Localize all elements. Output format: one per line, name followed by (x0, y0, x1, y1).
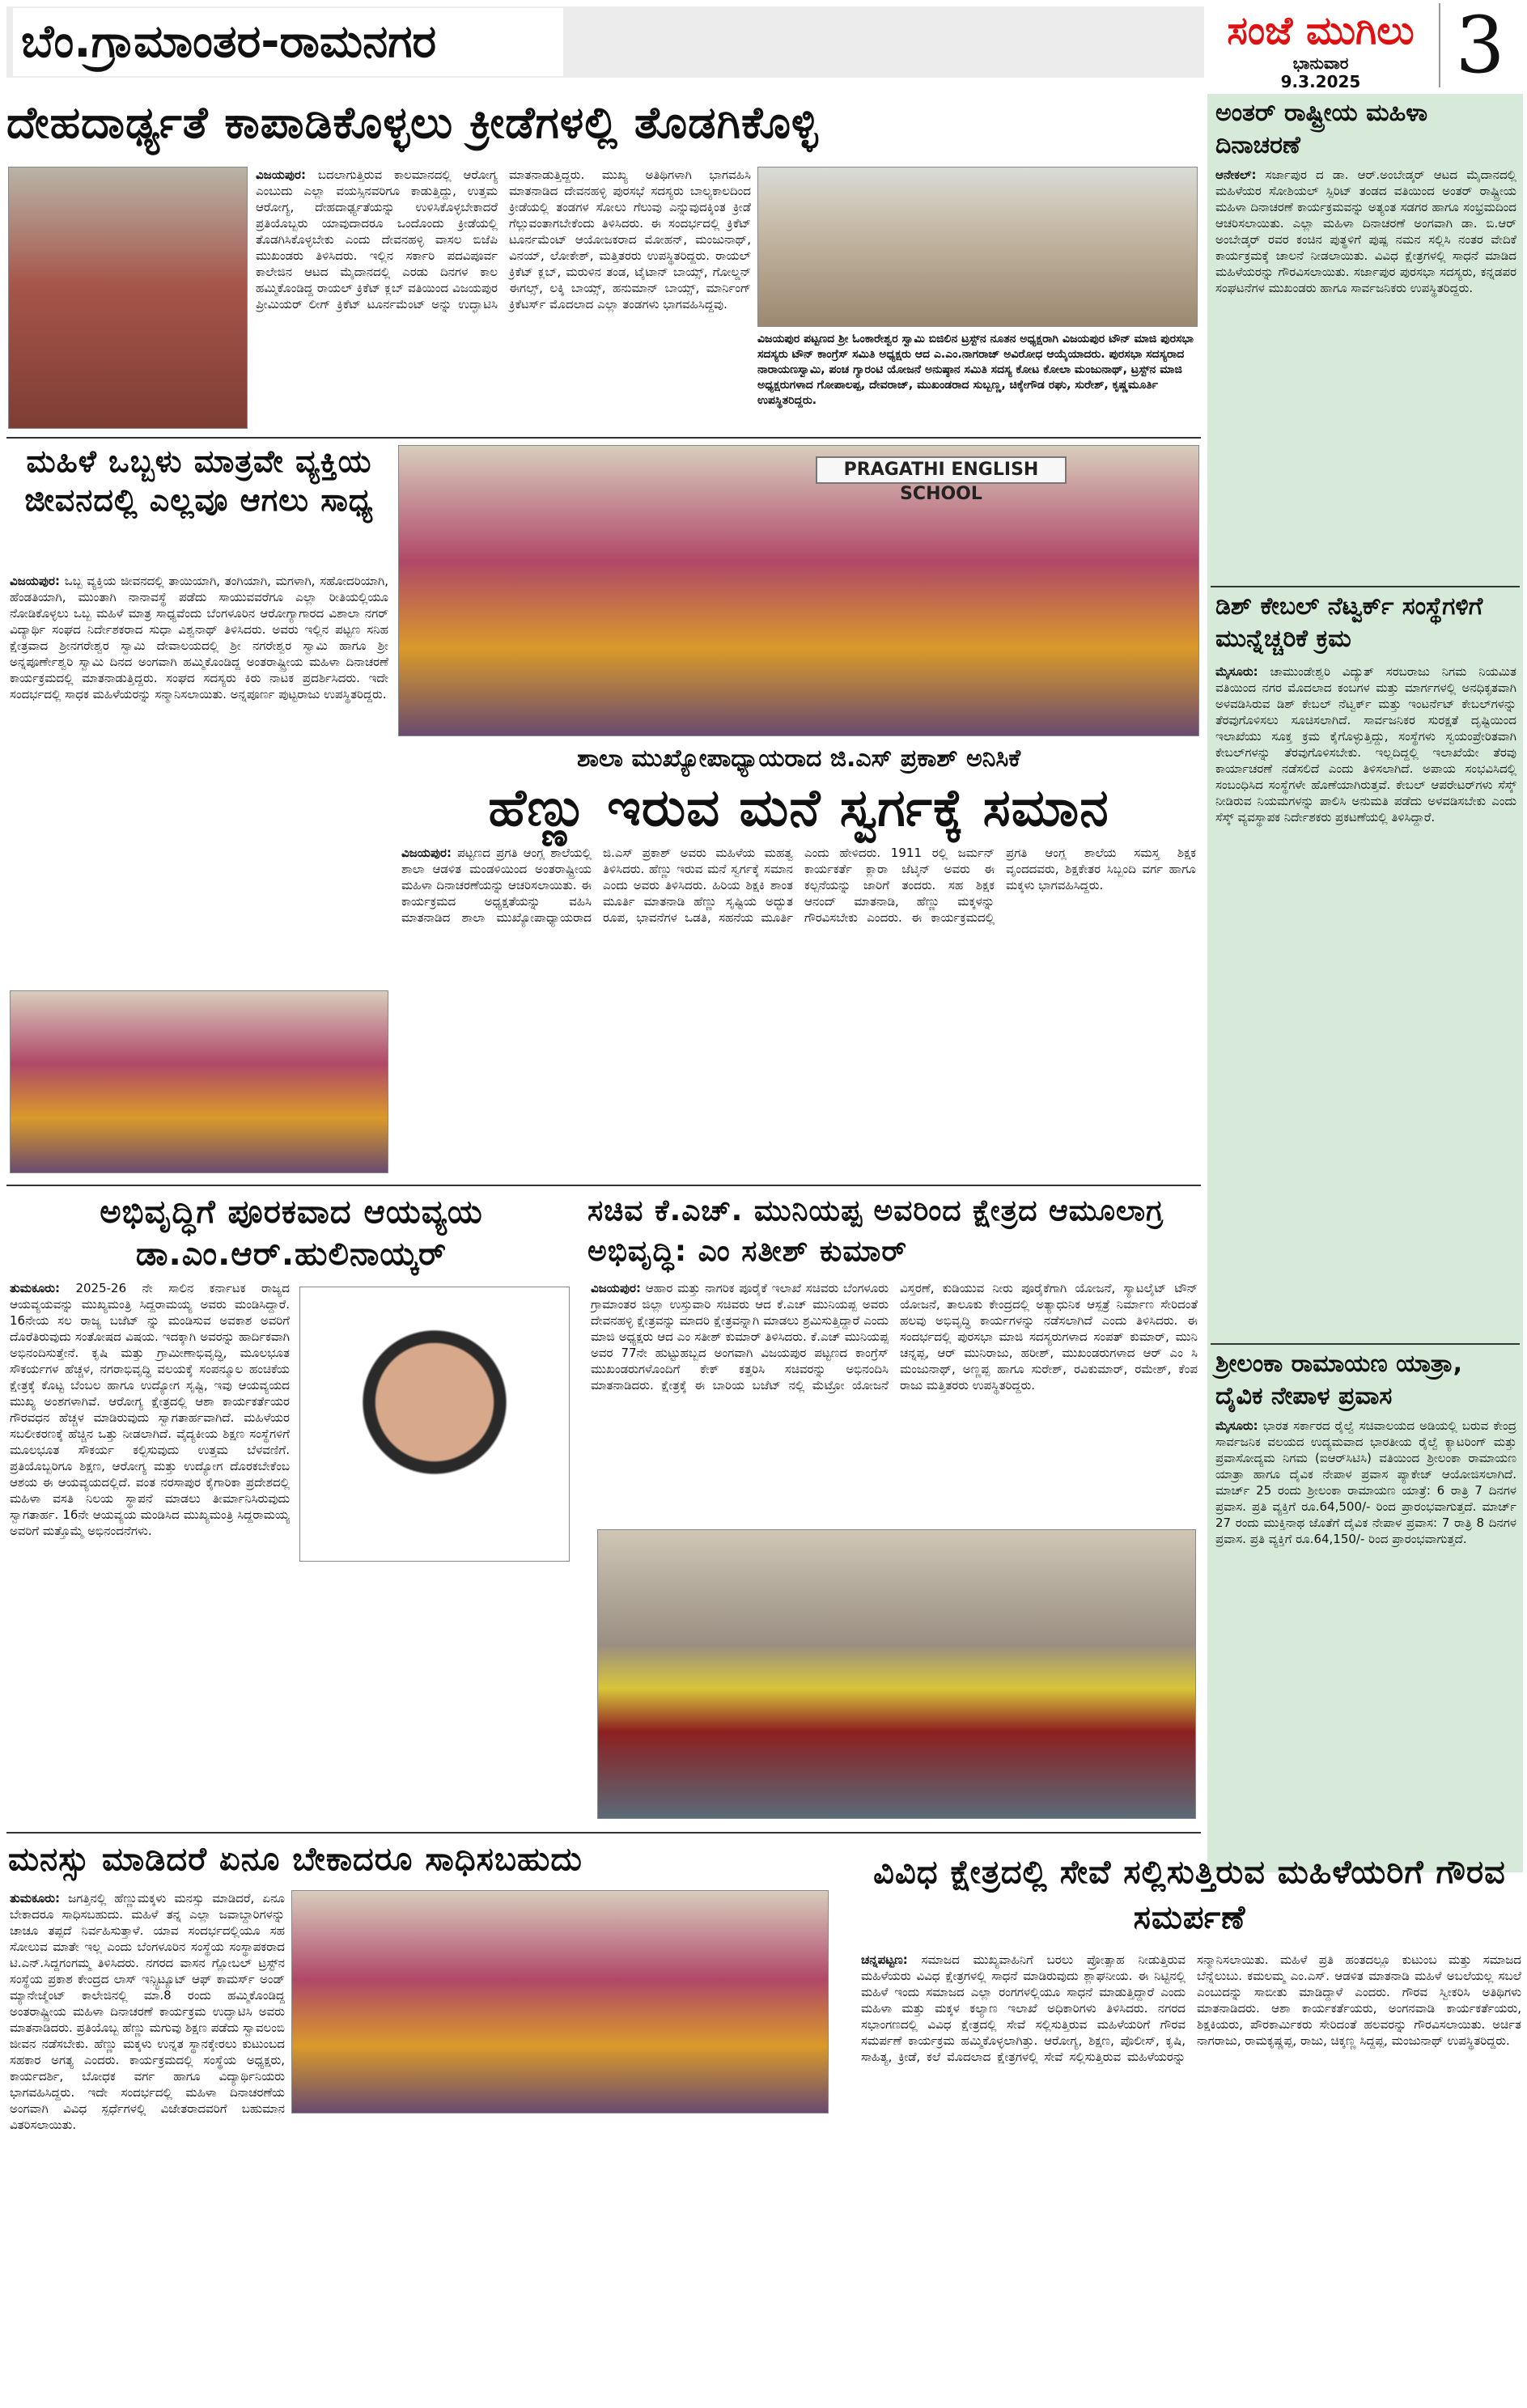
sidebar-a-headline: ಅಂತರ್ ರಾಷ್ಟ್ರೀಯ ಮಹಿಳಾ ದಿನಾಚರಣೆ (1215, 99, 1428, 159)
story3-body (401, 845, 1196, 1173)
story3-dateline: ವಿಜಯಪುರ: (401, 846, 452, 860)
section-label: ಬೆಂ.ಗ್ರಾಮಾಂತರ-ರಾಮನಗರ (13, 8, 563, 76)
story6-dateline: ತುಮಕೂರು: (10, 1891, 61, 1906)
story6-body (10, 1890, 285, 2400)
divider (6, 1185, 1201, 1186)
divider (6, 437, 1201, 439)
story3-headline: ಹೆಣ್ಣು ಇರುವ ಮನೆ ಸ್ವರ್ಗಕ್ಕೆ ಸಮಾನ (488, 778, 1109, 838)
sidebar-a-text: ಸರ್ಜಾಪುರ ದ ಡಾ. ಆರ್.ಅಂಬೇಡ್ಕರ್ ಆಟದ ಮೈದಾನದಲ್ಲಿ ಮಹಿಳೆಯರ ಸೋಶಿಯಲ್ ಸ್ಪಿರಿಟ್ ತಂಡದ ವತಿಯಿಂದ ಅಂತರ್ ರಾಷ್ಟ್ರೀಯ ಮಹಿಳಾ ದಿನಾಚರಣೆ ಕಾರ್ಯಕ್ರಮವನ್ನು ಅತ್ಯಂತ ಸಡಗರ ಹಾಗೂ ಸಂಭ್ರಮದಿಂದ ಆಚರಿಸಲಾಯಿತು. ಎಲ್ಲಾ ಮಹಿಳಾ ದಿನಾಚರಣೆ ಅಂಗವಾಗಿ ಡಾ. ಬಿ.ಆರ್ ಅಂಬೇಡ್ಕರ್ ರವರ ಕಂಚಿನ ಪುತ್ಥಳಿಗೆ ಪುಷ್ಪ ನಮನ ಸಲ್ಲಿಸಿ ನಂತರ ವೇದಿಕೆ ಕಾರ್ಯಕ್ರಮಕ್ಕೆ ಚಾಲನೆ ನೀಡಲಾಯಿತು. ವಿವಿಧ ಕ್ಷೇತ್ರಗಳಲ್ಲಿ ಸಾಧನೆ ಮಾಡಿದ ಮಹಿಳೆಯರನ್ನು ಗೌರವಿಸಲಾಯಿತು. ಸರ್ಜಾಪುರ ಪುರಸಭಾ ಸದಸ್ಯರು, ಕನ್ನಡಪರ ಸಂಘಟನೆಗಳ ಮುಖಂಡರು ಹಾಗೂ ಸಾರ್ವಜನಿಕರು ಉಪಸ್ಥಿತರಿದ್ದರು. (1215, 167, 1516, 295)
story1-dateline: ವಿಜಯಪುರ: (256, 167, 306, 182)
sidebar-b-text: ಚಾಮುಂಡೇಶ್ವರಿ ವಿದ್ಯುತ್ ಸರಬರಾಜು ನಿಗಮ ನಿಯಮಿತ ವತಿಯಿಂದ ನಗರ ಮೊದಲಾದ ಕಂಬಗಳ ಮತ್ತು ಮಾರ್ಗಗಳಲ್ಲಿ ಅನಧಿಕೃತವಾಗಿ ಅಳವಡಿಸಿರುವ ಡಿಶ್ ಕೇಬಲ್ ನೆಟ್ವರ್ಕ್ ಮತ್ತು ಇಂಟರ್ನೆಟ್ ಕೇಬಲ್‌ಗಳನ್ನು ತೆರವುಗೊಳಿಸಲು ಸೂಚಿಸಲಾಗಿದೆ. ಸಾರ್ವಜನಿಕರ ಸುರಕ್ಷತೆ ದೃಷ್ಟಿಯಿಂದ ಇಲಾಖೆಯು ಸೂಕ್ತ ಕ್ರಮ ಕೈಗೊಳ್ಳುತ್ತಿದ್ದು, ಸಂಸ್ಥೆಗಳು ಸ್ವಯಂಪ್ರೇರಿತವಾಗಿ ಕೇಬಲ್‌ಗಳನ್ನು ತೆರವುಗೊಳಿಸಬೇಕು. ಇಲ್ಲದಿದ್ದಲ್ಲಿ ಇಲಾಖೆಯೇ ತೆರವು ಕಾರ್ಯಾಚರಣೆ ನಡೆಸಲಿದೆ ಎಂದು ತಿಳಿಸಲಾಗಿದೆ. ಅಪಾಯ ಸಂಭವಿಸಿದಲ್ಲಿ ಸಂಬಂಧಿಸಿದ ಸಂಸ್ಥೆಗಳೇ ಹೊಣೆಯಾಗಿರುತ್ತವೆ. ಕೇಬಲ್ ಆಪರೇಟರ್‌ಗಳು ಸೆಸ್ಕ್ ನೀಡಿರುವ ನಿಯಮಗಳನ್ನು ಪಾಲಿಸಿ ಅನುಮತಿ ಪಡೆದು ಅಳವಡಿಸಬೇಕು ಎಂದು ಸೆಸ್ಕ್ ವ್ಯವಸ್ಥಾಪಕ ನಿರ್ದೇಶಕರು ಪ್ರಕಟಣೆಯಲ್ಲಿ ತಿಳಿಸಿದ್ದಾರೆ. (1215, 664, 1516, 825)
sidebar-b-body (1215, 663, 1516, 1335)
story4-dateline: ತುಮಕೂರು: (10, 1281, 61, 1295)
sidebar-c-body (1215, 1418, 1516, 1863)
story2-body (10, 573, 388, 984)
masthead-logo: ಸಂಜೆ ಮುಗಿಲು (1227, 8, 1415, 53)
story7-text: ಸಮಾಜದ ಮುಖ್ಯವಾಹಿನಿಗೆ ಬರಲು ಪ್ರೋತ್ಸಾಹ ನೀಡುತ್ತಿರುವ ಮಹಿಳೆಯರು ವಿವಿಧ ಕ್ಷೇತ್ರಗಳಲ್ಲಿ ಸಾಧನೆ ಮಾಡಿರುವುದು ಶ್ಲಾಘನೀಯ. ಈ ನಿಟ್ಟಿನಲ್ಲಿ ಮಹಿಳೆ ಇಂದು ಸಮಾಜದ ಎಲ್ಲಾ ರಂಗಗಳಲ್ಲಿಯೂ ಸಾಧನೆ ಮಾಡುತ್ತಿದ್ದಾರೆ ಎಂದು ಮಹಿಳಾ ಮತ್ತು ಮಕ್ಕಳ ಕಲ್ಯಾಣ ಇಲಾಖೆ ಅಧಿಕಾರಿಗಳು ತಿಳಿಸಿದರು. ನಗರದ ಸಭಾಂಗಣದಲ್ಲಿ ವಿವಿಧ ಕ್ಷೇತ್ರದಲ್ಲಿ ಸೇವೆ ಸಲ್ಲಿಸುತ್ತಿರುವ ಮಹಿಳೆಯರಿಗೆ ಗೌರವ ಸಮರ್ಪಣೆ ಕಾರ್ಯಕ್ರಮ ಹಮ್ಮಿಕೊಳ್ಳಲಾಗಿತ್ತು. ಆರೋಗ್ಯ, ಶಿಕ್ಷಣ, ಪೊಲೀಸ್, ಕೃಷಿ, ಸಾಹಿತ್ಯ, ಕ್ರೀಡೆ, ಕಲೆ ಮೊದಲಾದ ಕ್ಷೇತ್ರಗಳಲ್ಲಿ ಸೇವೆ ಸಲ್ಲಿಸುತ್ತಿರುವ ಮಹಿಳೆಯರನ್ನು ಸನ್ಮಾನಿಸಲಾಯಿತು. ಮಹಿಳೆ ಪ್ರತಿ ಹಂತದಲ್ಲೂ ಕುಟುಂಬ ಮತ್ತು ಸಮಾಜದ ಬೆನ್ನೆಲುಬು. ಕಮಲಮ್ಮ ಎಂ.ಎಸ್. ಆಡಳಿತ ಮಾತನಾಡಿ ಮಹಿಳೆ ಅಬಲೆಯಲ್ಲ ಸಬಲೆ ಎಂಬುದನ್ನು ಸಾಬೀತು ಮಾಡಿದ್ದಾಳೆ ಎಂದರು. ಗೌರವ ಸ್ವೀಕರಿಸಿ ಅತಿಥಿಗಳು ಮಾತನಾಡಿದರು. ಆಶಾ ಕಾರ್ಯಕರ್ತೆಯರು, ಅಂಗನವಾಡಿ ಕಾರ್ಯಕರ್ತೆಯರು, ಶಿಕ್ಷಕಿಯರು, ಪೌರಕಾರ್ಮಿಕರು ಸೇರಿದಂತೆ ಹಲವರನ್ನು ಗೌರವಿಸಲಾಯಿತು. ಅರ್ಚಿತ ನಾಗರಾಜು, ರಾಮಕೃಷ್ಣಪ್ಪ, ರಾಜು, ಚಿಕ್ಕಣ್ಣ ಸಿದ್ದಪ್ಪ, ಮಂಜುನಾಥ್ ಉಪಸ್ಥಿತರಿದ್ದರು. (861, 1952, 1521, 2064)
story7-body (861, 1952, 1521, 2402)
story4-body-left (10, 1280, 290, 1822)
story5-dateline: ವಿಜಯಪುರ: (591, 1281, 641, 1295)
minister-birthday-photo (597, 1529, 1196, 1819)
divider (1211, 1343, 1520, 1345)
sidebar-b-dateline: ಮೈಸೂರು: (1215, 664, 1258, 679)
cricket-team-photo (8, 167, 248, 429)
trust-president-photo (757, 167, 1198, 327)
issue-date: 9.3.2025 (1280, 72, 1361, 91)
women-group-photo (10, 990, 388, 1173)
hulinaykar-portrait (299, 1287, 570, 1562)
story1-headline: ದೇಹದಾರ್ಢ್ಯತೆ ಕಾಪಾಡಿಕೊಳ್ಳಲು ಕ್ರೀಡೆಗಳಲ್ಲಿ ತೊಡಗಿಕೊಳ್ಳಿ (6, 97, 819, 148)
story5-text: ಆಹಾರ ಮತ್ತು ನಾಗರಿಕ ಪೂರೈಕೆ ಇಲಾಖೆ ಸಚಿವರು ಬೆಂಗಳೂರು ಗ್ರಾಮಾಂತರ ಜಿಲ್ಲಾ ಉಸ್ತುವಾರಿ ಸಚಿವರು ಆದ ಕೆ.ಎಚ್ ಮುನಿಯಪ್ಪ ಅವರು ದೇವನಹಳ್ಳಿ ಕ್ಷೇತ್ರವನ್ನು ಮಾದರಿ ಕ್ಷೇತ್ರವನ್ನಾಗಿ ಮಾಡಲು ಶ್ರಮಿಸುತ್ತಿದ್ದಾರೆ ಎಂದು ಮಾಜಿ ಅಧ್ಯಕ್ಷರು ಆದ ಎಂ ಸತೀಶ್ ಕುಮಾರ್ ತಿಳಿಸಿದರು. ಕೆ.ಎಚ್ ಮುನಿಯಪ್ಪ ಅವರ 77ನೇ ಹುಟ್ಟುಹಬ್ಬದ ಅಂಗವಾಗಿ ವಿಜಯಪುರ ಪಟ್ಟಣದ ಕಾಂಗ್ರೆಸ್ ಮುಖಂಡರುಗಳೊಂದಿಗೆ ಕೇಕ್ ಕತ್ತರಿಸಿ ಸಚಿವರನ್ನು ಅಭಿನಂದಿಸಿ ಮಾತನಾಡಿದರು. ಕ್ಷೇತ್ರಕ್ಕೆ ಈ ಬಾರಿಯ ಬಜೆಟ್ ನಲ್ಲಿ ಮೆಟ್ರೋ ಯೋಜನೆ ವಿಸ್ತರಣೆ, ಕುಡಿಯುವ ನೀರು ಪೂರೈಕೆಗಾಗಿ ಯೋಜನೆ, ಸ್ಯಾಟಲೈಟ್ ಟೌನ್ ಯೋಜನೆ, ತಾಲೂಕು ಕೇಂದ್ರದಲ್ಲಿ ಅತ್ಯಾಧುನಿಕ ಆಸ್ಪತ್ರೆ ನಿರ್ಮಾಣ ಸೇರಿದಂತೆ ಹಲವು ಅಭಿವೃದ್ಧಿ ಕಾರ್ಯಗಳನ್ನು ನಡೆಸಲಾಗಿದೆ ಎಂದು ತಿಳಿಸಿದರು. ಈ ಸಂದರ್ಭದಲ್ಲಿ ಪುರಸಭಾ ಮಾಜಿ ಸದಸ್ಯರುಗಳಾದ ಸಂಪತ್ ಕುಮಾರ್, ಮುನಿ ಚನ್ನಪ್ಪ, ಆರ್ ಮುನಿರಾಜು, ಹರೀಶ್, ಮುಖಂಡರುಗಳಾದ ಆರ್ ಎಂ ಸಿ ಮಂಜುನಾಥ್, ಅಣ್ಣಪ್ಪ ಹಾಗೂ ಸುರೇಶ್, ರವಿಕುಮಾರ್, ರಮೇಶ್, ಕೆಂಪ ರಾಜು ಮತ್ತಿತರರು ಉಪಸ್ಥಿತರಿದ್ದರು. (591, 1281, 1198, 1393)
school-sign: PRAGATHI ENGLISH SCHOOL (816, 456, 1067, 484)
sidebar-c-text: ಭಾರತ ಸರ್ಕಾರದ ರೈಲ್ವೆ ಸಚಿವಾಲಯದ ಅಡಿಯಲ್ಲಿ ಬರುವ ಕೇಂದ್ರ ಸಾರ್ವಜನಿಕ ವಲಯದ ಉದ್ಯಮವಾದ ಭಾರತೀಯ ರೈಲ್ವೆ ಕ್ಯಾಟರಿಂಗ್ ಮತ್ತು ಪ್ರವಾಸೋದ್ಯಮ ನಿಗಮ (ಐಆರ್‌ಸಿಟಿಸಿ) ವತಿಯಿಂದ ಶ್ರೀಲಂಕಾ ರಾಮಾಯಣ ಯಾತ್ರಾ ಹಾಗೂ ದೈವಿಕ ನೇಪಾಳ ಪ್ರವಾಸ ಪ್ಯಾಕೇಜ್ ಆಯೋಜಿಸಲಾಗಿದೆ. ಮಾರ್ಚ್ 25 ರಂದು ಶ್ರೀಲಂಕಾ ರಾಮಾಯಣ ಯಾತ್ರೆ: 6 ರಾತ್ರಿ 7 ದಿನಗಳ ಪ್ರವಾಸ. ಪ್ರತಿ ವ್ಯಕ್ತಿಗೆ ರೂ.64,500/- ರಿಂದ ಪ್ರಾರಂಭವಾಗುತ್ತದೆ. ಮಾರ್ಚ್ 27 ರಂದು ಮುಕ್ತಿನಾಥ ಜೊತೆಗೆ ದೈವಿಕ ನೇಪಾಳ ಪ್ರವಾಸ: 7 ರಾತ್ರಿ 8 ದಿನಗಳ ಪ್ರವಾಸ. ಪ್ರತಿ ವ್ಯಕ್ತಿಗೆ ರೂ.64,150/- ರಿಂದ ಪ್ರಾರಂಭವಾಗುತ್ತದೆ. (1215, 1418, 1516, 1546)
divider (6, 1832, 1201, 1834)
story5-headline: ಸಚಿವ ಕೆ.ಎಚ್. ಮುನಿಯಪ್ಪ ಅವರಿಂದ ಕ್ಷೇತ್ರದ ಆಮೂಲಾಗ್ರ ಅಭಿವೃದ್ಧಿ: ಎಂ ಸತೀಶ್ ಕುಮಾರ್ (587, 1194, 1164, 1268)
story4-headline: ಅಭಿವೃದ್ಧಿಗೆ ಪೂರಕವಾದ ಆಯವ್ಯಯ ಡಾ.ಎಂ.ಆರ್.ಹುಲಿನಾಯ್ಕರ್ (100, 1193, 483, 1273)
story1-photo-caption: ವಿಜಯಪುರ ಪಟ್ಟಣದ ಶ್ರೀ ಓಂಕಾರೇಶ್ವರ ಸ್ವಾಮಿ ಬಿಜಿಲಿನ ಟ್ರಸ್ಟ್‌ನ ನೂತನ ಅಧ್ಯಕ್ಷರಾಗಿ ವಿಜಯಪುರ ಟೌನ್ ಮಾಜಿ ಪುರಸಭಾ ಸದಸ್ಯರು ಟೌನ್ ಕಾಂಗ್ರೆಸ್ ಸಮಿತಿ ಅಧ್ಯಕ್ಷರು ಆದ ಎ.ಎಂ.ನಾಗರಾಜ್ ಅವಿರೋಧ ಆಯ್ಕೆಯಾದರು. ಪುರಸಭಾ ಸದಸ್ಯರಾದ ನಾರಾಯಣಸ್ವಾಮಿ, ಪಂಚ ಗ್ಯಾರಂಟಿ ಯೋಜನೆ ಅನುಷ್ಠಾನ ಸಮಿತಿ ಸದಸ್ಯ ಕೋಟ ಕೋಲಾ ಮಂಜುನಾಥ್, ಟ್ರಸ್ಟ್‌ನ ಮಾಜಿ ಅಧ್ಯಕ್ಷರುಗಳಾದ ಗೋಪಾಲಪ್ಪ, ದೇವರಾಜ್, ಮುಖಂಡರಾದ ಸುಬ್ಬಣ್ಣ, ಚಿಕ್ಕೇಗೌಡ ರಘು, ಸುರೇಶ್, ಕೃಷ್ಣಮೂರ್ತಿ ಉಪಸ್ಥಿತರಿದ್ದರು. (757, 333, 1194, 407)
story2-headline: ಮಹಿಳೆ ಒಬ್ಬಳು ಮಾತ್ರವೇ ವ್ಯಕ್ತಿಯ ಜೀವನದಲ್ಲಿ ಎಲ್ಲವೂ ಆಗಲು ಸಾಧ್ಯ (24, 443, 374, 518)
story2-text: ಒಬ್ಬ ವ್ಯಕ್ತಿಯ ಜೀವನದಲ್ಲಿ ತಾಯಿಯಾಗಿ, ತಂಗಿಯಾಗಿ, ಮಗಳಾಗಿ, ಸಹೋದರಿಯಾಗಿ, ಹೆಂಡತಿಯಾಗಿ, ಮುಂತಾಗಿ ನಾನಾವಸ್ಥೆ ಪಡೆದು ಸಾಯುವವರೆಗೂ ಎಲ್ಲಾ ರೀತಿಯಲ್ಲಿಯೂ ನೋಡಿಕೊಳ್ಳಲು ಒಬ್ಬ ಮಹಿಳೆ ಮಾತ್ರ ಸಾಧ್ಯವೆಂದು ಬೆಂಗಳೂರಿನ ಆರೋಗ್ಯಾಗಾರದ ವಿಶಾಲಾ ನಗರ್ ವಿದ್ಯಾರ್ಥಿ ಸಂಘದ ನಿರ್ದೇಶಕರಾದ ಸುಧಾ ವಿಶ್ವನಾಥ್ ತಿಳಿಸಿದರು. ಅವರು ಇಲ್ಲಿನ ಪಟ್ಟಣ ಸನಿಹ ಕ್ಷೇತ್ರವಾದ ಶ್ರೀನಗರೇಶ್ವರ ಸ್ವಾಮಿ ದೇವಾಲಯದಲ್ಲಿ ಶ್ರೀ ನಗರೇಶ್ವರ ಸ್ವಾಮಿ ಹಾಗೂ ಶ್ರೀ ಅನ್ನಪೂರ್ಣೇಶ್ವರಿ ಸ್ವಾಮಿ ದಿನದ ಅಂಗವಾಗಿ ಹಮ್ಮಿಕೊಂಡಿದ್ದ ಅಂತರಾಷ್ಟ್ರೀಯ ಮಹಿಳಾ ದಿನಾಚರಣೆ ಕಾರ್ಯಕ್ರಮದಲ್ಲಿ ಮಾತನಾಡುತ್ತಿದ್ದರು. ಸಂಘದ ಸದಸ್ಯರು ಕಿರು ನಾಟಕ ಪ್ರದರ್ಶಿಸಿದರು. ಇದೇ ಸಂದರ್ಭದಲ್ಲಿ ಸಾಧಕ ಮಹಿಳೆಯರನ್ನು ಸನ್ಮಾನಿಸಲಾಯಿತು. ಅನ್ನಪೂರ್ಣ ಪುಟ್ಟರಾಜು ಉಪಸ್ಥಿತರಿದ್ದರು. (10, 574, 388, 702)
sidebar-a-body (1215, 167, 1516, 579)
story3-kicker: ಶಾಲಾ ಮುಖ್ಯೋಪಾಧ್ಯಾಯರಾದ ಜಿ.ಎಸ್ ಪ್ರಕಾಶ್ ಅನಿಸಿಕೆ (576, 744, 1021, 773)
story6-text: ಜಗತ್ತಿನಲ್ಲಿ ಹೆಣ್ಣುಮಕ್ಕಳು ಮನಸ್ಸು ಮಾಡಿದರೆ, ಏನೂ ಬೇಕಾದರೂ ಸಾಧಿಸಬಹುದು. ಮಹಿಳೆ ತನ್ನ ಎಲ್ಲಾ ಜವಾಬ್ದಾರಿಗಳನ್ನು ಚಾಚೂ ತಪ್ಪದೆ ನಿರ್ವಹಿಸುತ್ತಾಳೆ. ಯಾವ ಸಂದರ್ಭದಲ್ಲಿಯೂ ಸಹ ಸೋಲುವ ಮಾತೇ ಇಲ್ಲ ಎಂದು ಬೆಂಗಳೂರಿನ ಸಂಸ್ಥೆಯ ಸಂಸ್ಥಾಪಕರಾದ ಟಿ.ಎನ್.ಸಿದ್ದಗಂಗಮ್ಮ ತಿಳಿಸಿದರು. ನಗರದ ವಾಸನ ಗ್ಲೋಬಲ್ ಟ್ರಸ್ಟ್‌ನ ಸಂಸ್ಥೆಯ ಪ್ರಕಾಶ ಕೇಂದ್ರದ ಲಾಸ್ ಇನ್ಸ್ಟಿಟ್ಯೂಟ್ ಆಫ್ ಕಾಮರ್ಸ್ ಅಂಡ್ ಮ್ಯಾನೇಜ್ಮೆಂಟ್ ಕಾಲೇಜಿನಲ್ಲಿ ಮಾ.8 ರಂದು ಹಮ್ಮಿಕೊಂಡಿದ್ದ ಅಂತರಾಷ್ಟ್ರೀಯ ಮಹಿಳಾ ದಿನಾಚರಣೆ ಕಾರ್ಯಕ್ರಮ ಉದ್ಘಾಟಿಸಿ ಅವರು ಮಾತನಾಡಿದರು. ಪ್ರತಿಯೊಬ್ಬ ಹೆಣ್ಣು ಮಗುವು ಶಿಕ್ಷಣ ಪಡೆದು ಸ್ವಾವಲಂಬಿ ಜೀವನ ನಡೆಸಬೇಕು. ಹೆಣ್ಣು ಮಕ್ಕಳು ಉನ್ನತ ಸ್ಥಾನಕ್ಕೇರಲು ಕುಟುಂಬದ ಸಹಕಾರ ಅಗತ್ಯ ಎಂದರು. ಕಾರ್ಯಕ್ರಮದಲ್ಲಿ ಸಂಸ್ಥೆಯ ಅಧ್ಯಕ್ಷರು, ಕಾರ್ಯದರ್ಶಿ, ಬೋಧಕ ವರ್ಗ ಹಾಗೂ ವಿದ್ಯಾರ್ಥಿನಿಯರು ಭಾಗವಹಿಸಿದ್ದರು. ಇದೇ ಸಂದರ್ಭದಲ್ಲಿ ಮಹಿಳಾ ದಿನಾಚರಣೆಯ ಅಂಗವಾಗಿ ವಿವಿಧ ಸ್ಪರ್ಧೆಗಳಲ್ಲಿ ವಿಜೇತರಾದವರಿಗೆ ಬಹುಮಾನ ವಿತರಿಸಲಾಯಿತು. (10, 1891, 285, 2132)
sidebar-c-headline: ಶ್ರೀಲಂಕಾ ರಾಮಾಯಣ ಯಾತ್ರಾ, ದೈವಿಕ ನೇಪಾಳ ಪ್ರವಾಸ (1215, 1350, 1463, 1410)
story1-text: ಬದಲಾಗುತ್ತಿರುವ ಕಾಲಮಾನದಲ್ಲಿ ಆರೋಗ್ಯ ಎಂಬುದು ಎಲ್ಲಾ ವಯಸ್ಸಿನವರಿಗೂ ಕಾಡುತ್ತಿದ್ದು, ಉತ್ತಮ ಆರೋಗ್ಯ, ದೇಹದಾರ್ಢ್ಯತೆಯನ್ನು ಉಳಿಸಿಕೊಳ್ಳಬೇಕಾದರೆ ಪ್ರತಿಯೊಬ್ಬರು ಯಾವುದಾದರೂ ಒಂದೊಂದು ಕ್ರೀಡೆಯಲ್ಲಿ ತೊಡಗಿಸಿಕೊಳ್ಳಬೇಕು ಎಂದು ದೇವನಹಳ್ಳಿ ವಾಸಲ ಬಿಜೆಪಿ ಮುಖಂಡರು ತಿಳಿಸಿದರು. ಇಲ್ಲಿನ ಸರ್ಕಾರಿ ಪದವಿಪೂರ್ವ ಕಾಲೇಜಿನ ಆಟದ ಮೈದಾನದಲ್ಲಿ ಎರಡು ದಿನಗಳ ಕಾಲ ಹಮ್ಮಿಕೊಂಡಿದ್ದ ರಾಯಲ್ ಕ್ರಿಕೆಟ್ ಕ್ಲಬ್ ವತಿಯಿಂದ ವಿಜಯಪುರ ಪ್ರೀಮಿಯರ್ ಲೀಗ್ ಕ್ರಿಕೆಟ್ ಟೂರ್ನಮೆಂಟ್ ಅನ್ನು ಉದ್ಘಾಟಿಸಿ ಮಾತನಾಡುತ್ತಿದ್ದರು. ಮುಖ್ಯ ಅತಿಥಿಗಳಾಗಿ ಭಾಗವಹಿಸಿ ಮಾತನಾಡಿದ ದೇವನಹಳ್ಳಿ ಪುರಸಭೆ ಸದಸ್ಯರು ಬಾಲ್ಯಕಾಲದಿಂದ ಕ್ರೀಡೆಯಲ್ಲಿ ತಂಡಗಳ ಸೋಲು ಗೆಲುವು ಎನ್ನುವುದಕ್ಕಿಂತ ಕ್ರೀಡೆ ಗೆಲ್ಲುವಂತಾಗಬೇಕೆಂದು ತಿಳಿಸಿದರು. ಈ ಸಂದರ್ಭದಲ್ಲಿ ಕ್ರಿಕೆಟ್ ಟೂರ್ನಮೆಂಟ್ ಆಯೋಜಕರಾದ ಮೋಹನ್, ಮಂಜುನಾಥ್, ವಿನಯ್, ಲೋಕೇಶ್, ಮತ್ತಿತರರು ಉಪಸ್ಥಿತರಿದ್ದರು. ರಾಯಲ್ ಕ್ರಿಕೆಟ್ ಕ್ಲಬ್, ಮರುಳಿನ ತಂಡ, ಟೈಟಾನ್ ಬಾಯ್ಸ್, ಗೋಲ್ಡನ್ ಈಗಲ್ಸ್, ಲಕ್ಕಿ ಬಾಯ್ಸ್, ಹನುಮಾನ್ ಬಾಯ್ಸ್, ಮಾರ್ನಿಂಗ್ ಕ್ರಿಕೆಟರ್ಸ್ ಮೊದಲಾದ ಎಲ್ಲಾ ತಂಡಗಳು ಭಾಗವಹಿಸಿದ್ದವು. (256, 167, 751, 312)
story5-body (591, 1280, 1198, 1523)
women-day-event-photo (291, 1890, 829, 2113)
sidebar-c-dateline: ಮೈಸೂರು: (1215, 1418, 1258, 1433)
sidebar-a-dateline: ಆನೇಕಲ್: (1215, 167, 1257, 182)
story7-headline: ವಿವಿಧ ಕ್ಷೇತ್ರದಲ್ಲಿ ಸೇವೆ ಸಲ್ಲಿಸುತ್ತಿರುವ ಮಹಿಳೆಯರಿಗೆ ಗೌರವ ಸಮರ್ಪಣೆ (873, 1854, 1506, 1936)
issue-day: ಭಾನುವಾರ (1292, 53, 1349, 73)
page-number: 3 (1439, 3, 1520, 87)
story4-text: 2025-26 ನೇ ಸಾಲಿನ ಕರ್ನಾಟಕ ರಾಜ್ಯದ ಆಯವ್ಯಯವನ್ನು ಮುಖ್ಯಮಂತ್ರಿ ಸಿದ್ದರಾಮಯ್ಯ ಅವರು ಮಂಡಿಸಿದ್ದಾರೆ. 16ನೇಯ ಸಲ ರಾಜ್ಯ ಬಜೆಟ್ ನ್ನು ಮಂಡಿಸುವ ಅವಕಾಶ ಅವರಿಗೆ ದೊರೆತಿರುವುದು ಸಂತೋಷದ ವಿಷಯ. ಇದಕ್ಕಾಗಿ ಅವರನ್ನು ಹಾರ್ದಿಕವಾಗಿ ಅಭಿನಂದಿಸುತ್ತೇನೆ. ಕೃಷಿ ಮತ್ತು ಗ್ರಾಮೀಣಾಭಿವೃದ್ಧಿ, ಮೂಲಭೂತ ಸೌಕರ್ಯಗಳ ಹೆಚ್ಚಳ, ನಗರಾಭಿವೃದ್ಧಿ ವಲಯಕ್ಕೆ ಸಂಪನ್ಮೂಲ ಹಂಚಿಕೆಯ ಕ್ಷೇತ್ರಕ್ಕೆ ಕೊಟ್ಟ ಬೆಂಬಲ ಹಾಗೂ ಉದ್ಯೋಗ ಸೃಷ್ಟಿ, ಇವು ಆಯವ್ಯಯದ ಮುಖ್ಯ ಅಂಶಗಳಾಗಿವೆ. ಆರೋಗ್ಯ ಕ್ಷೇತ್ರದಲ್ಲಿ ಆಶಾ ಕಾರ್ಯಕರ್ತೆಯರ ಗೌರವಧನ ಹೆಚ್ಚಳ ಮಾಡಿರುವುದು ಸ್ವಾಗತಾರ್ಹವಾಗಿದೆ. ಮಹಿಳೆಯರ ಸಬಲೀಕರಣಕ್ಕೆ ಹೆಚ್ಚಿನ ಒತ್ತು ನೀಡಲಾಗಿದೆ. ವೈದ್ಯಕೀಯ ಶಿಕ್ಷಣ ಸಂಸ್ಥೆಗಳಿಗೆ ಮೂಲಭೂತ ಸೌಕರ್ಯ ಕಲ್ಪಿಸುವುದು ಉತ್ತಮ ಬೆಳವಣಿಗೆ. ಪ್ರತಿಯೊಬ್ಬರಿಗೂ ಶಿಕ್ಷಣ, ಆರೋಗ್ಯ ಮತ್ತು ಉದ್ಯೋಗ ದೊರಕಬೇಕೆಂಬ ಆಶಯ ಈ ಆಯವ್ಯಯದಲ್ಲಿದೆ. ವಂತ ನರಸಾಪುರ ಕೈಗಾರಿಕಾ ಪ್ರದೇಶದಲ್ಲಿ ಮಹಿಳಾ ವಸತಿ ನಿಲಯ ಸ್ಥಾಪನೆ ಮಾಡಲು ತೀರ್ಮಾನಿಸಿರುವುದು ಸ್ವಾಗತಾರ್ಹ. 16ನೇ ಆಯವ್ಯಯ ಮಂಡಿಸಿದ ಮುಖ್ಯಮಂತ್ರಿ ಸಿದ್ದರಾಮಯ್ಯ ಅವರಿಗೆ ಮತ್ತೊಮ್ಮೆ ಅಭಿನಂದನೆಗಳು. (10, 1281, 290, 1538)
story6-headline: ಮನಸ್ಸು ಮಾಡಿದರೆ ಏನೂ ಬೇಕಾದರೂ ಸಾಧಿಸಬಹುದು (8, 1841, 583, 1878)
school-staff-photo (398, 445, 1199, 736)
story3-text: ಪಟ್ಟಣದ ಪ್ರಗತಿ ಆಂಗ್ಲ ಶಾಲೆಯಲ್ಲಿ ಶಾಲಾ ಆಡಳಿತ ಮಂಡಳಿಯಿಂದ ಅಂತರಾಷ್ಟ್ರೀಯ ಮಹಿಳಾ ದಿನಾಚರಣೆಯನ್ನು ಆಚರಿಸಲಾಯಿತು. ಈ ಕಾರ್ಯಕ್ರಮದ ಅಧ್ಯಕ್ಷತೆಯನ್ನು ವಹಿಸಿ ಮಾತನಾಡಿದ ಶಾಲಾ ಮುಖ್ಯೋಪಾಧ್ಯಾಯರಾದ ಜಿ.ಎಸ್ ಪ್ರಕಾಶ್ ಅವರು ಮಹಿಳೆಯ ಮಹತ್ವ ತಿಳಿಸಿದರು. ಹೆಣ್ಣು ಇರುವ ಮನೆ ಸ್ವರ್ಗಕ್ಕೆ ಸಮಾನ ಎಂದು ಅವರು ತಿಳಿಸಿದರು. ಹಿರಿಯ ಶಿಕ್ಷಕಿ ಶಾಂತ ಮೂರ್ತಿ ಮಾತನಾಡಿ ಹೆಣ್ಣು ಸೃಷ್ಟಿಯ ಅದ್ಭುತ ರೂಪ, ಭಾವನೆಗಳ ಒಡತಿ, ಸಹನೆಯ ಮೂರ್ತಿ ಎಂದು ಹೇಳಿದರು. 1911 ರಲ್ಲಿ ಜರ್ಮನ್ ಕಾರ್ಯಕರ್ತೆ ಕ್ಲಾರಾ ಜೆಟ್ಕಿನ್ ಅವರು ಈ ಕಲ್ಪನೆಯನ್ನು ಜಾರಿಗೆ ತಂದರು. ಸಹ ಶಿಕ್ಷಕ ಆನಂದ್ ಮಾತನಾಡಿ, ಹೆಣ್ಣು ಮಕ್ಕಳನ್ನು ಗೌರವಿಸಬೇಕು ಎಂದರು. ಈ ಕಾರ್ಯಕ್ರಮದಲ್ಲಿ ಪ್ರಗತಿ ಆಂಗ್ಲ ಶಾಲೆಯ ಸಮಸ್ತ ಶಿಕ್ಷಕ ವೃಂದದವರು, ಶಿಕ್ಷಕೇತರ ಸಿಬ್ಬಂದಿ ವರ್ಗ ಹಾಗೂ ಮಕ್ಕಳು ಭಾಗವಹಿಸಿದ್ದರು. (401, 846, 1196, 925)
sidebar-b-headline: ಡಿಶ್ ಕೇಬಲ್ ನೆಟ್ವರ್ಕ್ ಸಂಸ್ಥೆಗಳಿಗೆ ಮುನ್ನೆಚ್ಚರಿಕೆ ಕ್ರಮ (1215, 592, 1483, 653)
divider (1211, 586, 1520, 587)
story1-body (256, 167, 751, 429)
story7-dateline: ಚನ್ನಪಟ್ಟಣ: (861, 1952, 908, 1967)
story2-dateline: ವಿಜಯಪುರ: (10, 574, 60, 588)
